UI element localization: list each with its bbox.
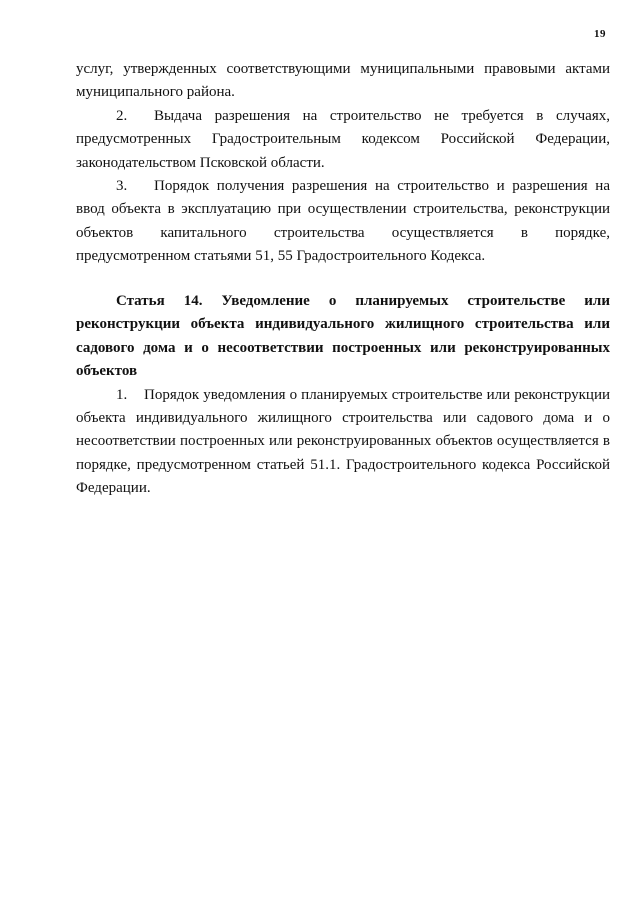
article-item-1 (76, 384, 610, 501)
article-14-block (76, 290, 610, 501)
item-number: 2. (116, 107, 128, 124)
item-number: 3. (116, 178, 128, 195)
paragraph-text: Выдача разрешения на строительство не требуется в случаях, предусмотренных Градостроительным кодексом Российской Федерации, законодательством Псковской области. (76, 107, 610, 171)
paragraphs-block (76, 58, 610, 269)
paragraph-text: Порядок уведомления о планируемых строительстве или реконструкции объекта индивидуального жилищного строительства или садового дома и о несоответствии построенных или реконструированных объектов осуществляется в порядке, предусмотренном статьей 51.1. Градостроительного кодекса Российской Федерации. (76, 386, 610, 497)
paragraph-text: Порядок получения разрешения на строительство и разрешения на ввод объекта в эксплуатацию при осуществлении строительства, реконструкции объектов капитального строительства осуществляется в порядке, предусмотренном статьями 51, 55 Градостроительного Кодекса. (76, 178, 610, 265)
article-heading: Статья 14. Уведомление о планируемых строительстве или реконструкции объекта индивидуального жилищного строительства или садового дома и о несоответствии построенных или реконструированных объектов (76, 293, 610, 380)
page-number: 19 (594, 28, 606, 40)
paragraph-item-2 (76, 105, 610, 175)
paragraph-item-3 (76, 175, 610, 269)
paragraph-text: услуг, утвержденных соответствующими муниципальными правовыми актами муниципального района. (76, 61, 610, 101)
paragraph-continuation (76, 58, 610, 105)
item-number: 1. (116, 386, 128, 403)
